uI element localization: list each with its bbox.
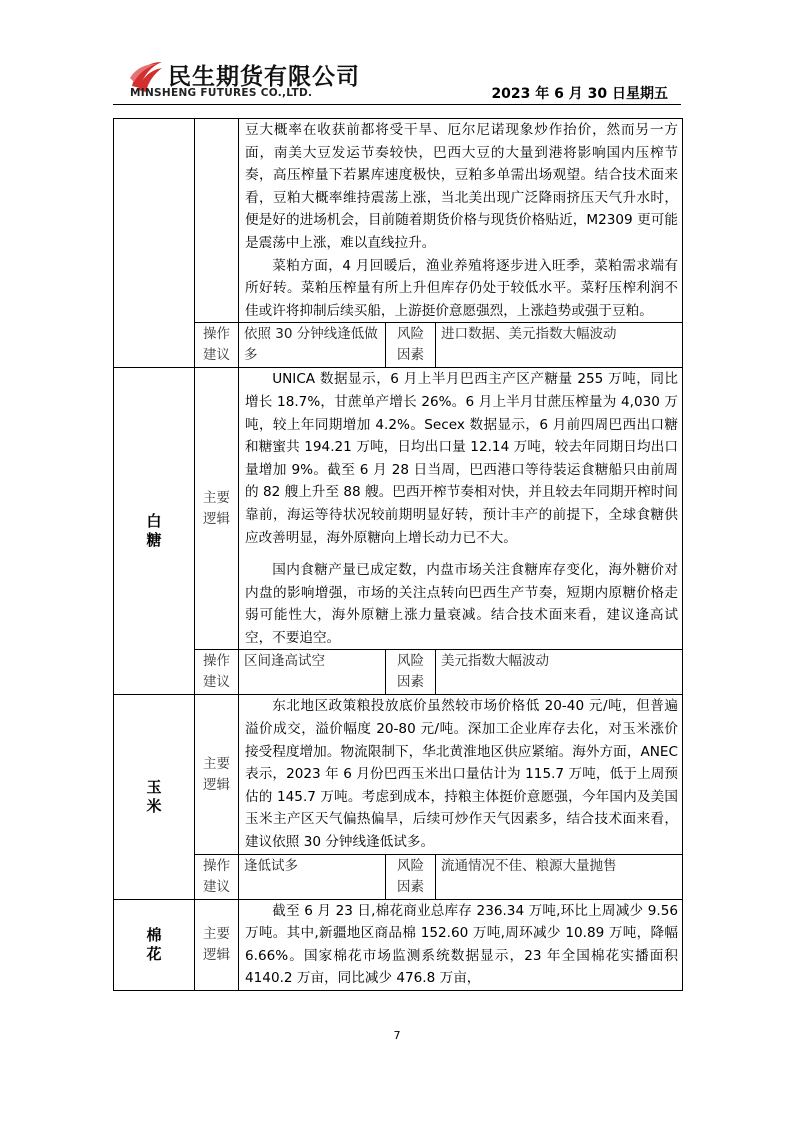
company-name-en: MINSHENG FUTURES CO.,LTD.	[130, 87, 313, 99]
soybean-risk-text: 进口数据、美元指数大幅波动	[436, 323, 683, 368]
sugar-op-label: 操作建议	[195, 650, 239, 695]
sugar-risk-text: 美元指数大幅波动	[436, 650, 683, 695]
sugar-logic-text	[239, 368, 683, 650]
corn-op-text: 逢低试多	[239, 854, 386, 899]
sugar-paragraph-2: 国内食糖产量已成定数，内盘市场关注食糖库存变化，海外糖价对内盘的影响增强，市场的关注点转向巴西生产节奏，短期内原糖价格走弱可能性大，海外原糖上涨力量衰减。结合技术面来看，建议逢高试空，不要追空。	[245, 562, 678, 646]
sugar-op-text: 区间逢高试空	[239, 650, 386, 695]
company-name-cn: 民生期货有限公司	[168, 64, 360, 90]
report-date: 2023 年 6 月 30 日星期五	[491, 86, 668, 102]
cotton-paragraph-1: 截至 6 月 23 日,棉花商业总库存 236.34 万吨,环比上周减少 9.56 万吨。其中,新疆地区商品棉 152.60 万吨,周环减少 10.89 万吨，降幅 6.66%。国家棉花市场监测系统数据显示，23 年全国棉花实播面积 4140.2 万亩，同比减少 476.8 万亩，	[245, 902, 678, 987]
corn-risk-label: 风险因素	[386, 854, 436, 899]
sugar-logic-label: 主要逻辑	[195, 368, 239, 650]
corn-risk-text: 流通情况不佳、粮源大量抛售	[436, 854, 683, 899]
soybean-op-text: 依照 30 分钟线逢低做多	[239, 323, 386, 368]
corn-op-row	[114, 854, 683, 899]
soybean-op-row	[114, 323, 683, 368]
page-number: 7	[393, 1029, 401, 1042]
soybean-op-label: 操作建议	[195, 323, 239, 368]
cotton-logic-row	[114, 899, 683, 990]
soybean-logic-row	[114, 119, 683, 323]
corn-logic-row	[114, 695, 683, 854]
corn-op-label: 操作建议	[195, 854, 239, 899]
sugar-logic-row	[114, 368, 683, 650]
soybean-logic-text	[239, 119, 683, 323]
corn-logic-text	[239, 695, 683, 854]
corn-paragraph-1: 东北地区政策粮投放底价虽然较市场价格低 20-40 元/吨，但普遍溢价成交，溢价幅度 20-80 元/吨。深加工企业库存去化，对玉米涨价接受程度增加。物流限制下，华北黄淮地区供应紧缩。海外方面，ANEC 表示，2023 年 6 月份巴西玉米出口量估计为 115.7 万吨，低于上周预估的 145.7 万吨。考虑到成本，持粮主体挺价意愿强，今年国内及美国玉米主产区天气偏热偏旱，后续可炒作天气因素多，结合技术面来看，建议依照 30 分钟线逢低试多。	[245, 698, 678, 851]
soybean-name-cell	[114, 119, 195, 368]
corn-name: 玉米	[114, 695, 195, 899]
sugar-risk-label: 风险因素	[386, 650, 436, 695]
header-divider	[113, 104, 681, 105]
sugar-op-row	[114, 650, 683, 695]
soybean-label-cell	[195, 119, 239, 323]
cotton-name: 棉花	[114, 899, 195, 990]
cotton-logic-label: 主要逻辑	[195, 899, 239, 990]
soybean-risk-label: 风险因素	[386, 323, 436, 368]
cotton-logic-text	[239, 899, 683, 990]
commodity-table	[113, 118, 683, 991]
corn-logic-label: 主要逻辑	[195, 695, 239, 854]
soybean-paragraph-2: 菜粕方面，4 月回暖后，渔业养殖将逐步进入旺季，菜粕需求端有所好转。菜粕压榨量有所上升但库存仍处于较低水平。菜籽压榨利润不佳或许将抑制后续买船，上游挺价意愿强烈，上涨趋势或强于豆粕。	[245, 257, 678, 319]
sugar-name: 白糖	[114, 368, 195, 695]
sugar-paragraph-1: UNICA 数据显示，6 月上半月巴西主产区产糖量 255 万吨，同比增长 18.7%，甘蔗单产增长 26%。6 月上半月甘蔗压榨量为 4,030 万吨，较上年同期增加 4.2%。Secex 数据显示，6 月前四周巴西出口糖和糖蜜共 194.21 万吨，日均出口量 12.14 万吨，较去年同期日均出口量增加 9%。截至 6 月 28 日当周，巴西港口等待装运食糖船只由前周的 82 艘上升至 88 艘。巴西开榨节奏相对快，并且较去年同期开榨时间靠前，海运等待状况较前期明显好转，预计丰产的前提下，全球食糖供应改善明显，海外原糖向上增长动力已不大。	[245, 371, 678, 546]
company-logo	[128, 54, 368, 104]
soybean-paragraph-1: 豆大概率在收获前都将受干旱、厄尔尼诺现象炒作抬价，然而另一方面，南美大豆发运节奏较快，巴西大豆的大量到港将影响国内压榨节奏，高压榨量下若累库速度极快，豆粕多单需出场观望。结合技术面来看，豆粕大概率维持震荡上涨，当北美出现广泛降雨挤压天气升水时，便是好的进场机会，目前随着期货价格与现货价格贴近，M2309 更可能是震荡中上涨，难以直线拉升。	[245, 122, 678, 251]
